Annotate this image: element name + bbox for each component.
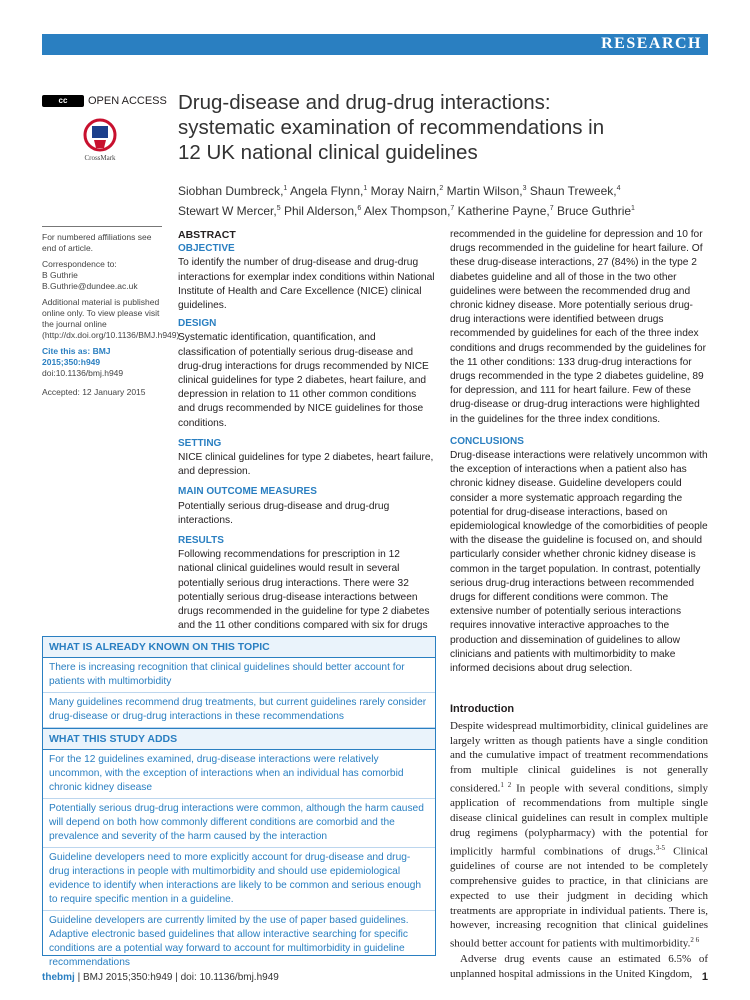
citation — [42, 346, 167, 368]
author-affiliation: 1 — [631, 205, 635, 212]
author-name: Siobhan Dumbreck — [178, 184, 281, 198]
intro-text-a: Despite widespread multimorbidity, clinical guidelines are largely written as though patients have a single condition and the cumulative impact of treatment recommendations from multiple clinical guidelines is not generally considered. — [450, 719, 708, 795]
page-number: 1 — [701, 971, 708, 983]
introduction-paragraph-1 — [450, 719, 708, 952]
author-affiliation: 3 — [522, 185, 527, 192]
design-heading: DESIGN — [178, 318, 217, 330]
author-name: Alex Thompson — [363, 204, 448, 218]
author-name: Martin Wilson — [446, 184, 520, 198]
research-banner — [42, 34, 708, 55]
author-affiliation: 1 — [283, 185, 288, 192]
crossmark-icon — [70, 118, 130, 166]
adds-item: Guideline developers need to more explicitly account for drug-disease and drug-drug interactions in people with multimorbidity and should use epidemiological evidence to identify when interactions are likely to be common and serious enough to require specific mention in a guideline. — [43, 848, 435, 911]
author-affiliation: 4 — [616, 185, 621, 192]
accepted-date — [42, 387, 167, 398]
introduction-paragraph-2: Adverse drug events cause an estimated 6.5% of unplanned hospital admissions in the United Kingdom, — [450, 952, 708, 980]
introduction-section — [450, 702, 708, 981]
sidebar-divider — [42, 226, 162, 227]
results-heading: RESULTS — [178, 535, 224, 547]
reference-link[interactable]: 1 2 — [500, 780, 512, 789]
conclusions-heading: CONCLUSIONS — [450, 435, 524, 447]
adds-item: Potentially serious drug-drug interactions were common, although the harm caused will depend on both how commonly different conditions are comorbid and the prevalence and severity of the harm caused by the interaction — [43, 799, 435, 848]
reference-link[interactable]: 2 6 — [690, 936, 700, 945]
author-affiliation: 6 — [357, 205, 362, 212]
article-title: Drug-disease and drug-drug interactions: systematic examination of recommendations in 12 UK national clinical guidelines — [178, 91, 605, 164]
correspondence-email[interactable]: B Guthrie B.Guthrie@dundee.ac.uk — [42, 270, 138, 291]
abstract-column-2 — [450, 228, 708, 676]
abstract-heading: ABSTRACT — [178, 229, 236, 241]
setting-heading: SETTING — [178, 437, 222, 449]
cc-license-icon: cc — [42, 95, 84, 107]
adds-heading: WHAT THIS STUDY ADDS — [43, 728, 435, 750]
author-list: Siobhan Dumbreck,$^1$ Angela Flynn,$^1$ Moray Nairn,$^2$ Martin Wilson,$^3$ Shaun Treweek,$^4$ Stewart W Mercer,$^5$ Phil Alderson,$^6$ Alex Thompson,$^7$ Katherine Payne,$^7$ Bruce Guthrie$^1$ — [178, 184, 635, 218]
author-name: Stewart W Mercer — [178, 204, 274, 218]
setting-text: NICE clinical guidelines for type 2 diabetes, heart failure, and depression. — [178, 452, 434, 478]
page-footer — [42, 972, 708, 983]
objective-text: To identify the number of drug-disease and drug-drug interactions for exemplar index conditions within National Institute of Health and Care Excellence (NICE) clinical guidelines. — [178, 257, 435, 312]
author-name: Shaun Treweek — [529, 184, 614, 198]
introduction-heading: Introduction — [450, 703, 515, 715]
known-item: Many guidelines recommend drug treatments, but current guidelines rarely consider drug-disease or drug-drug interactions in these recommendations — [43, 693, 435, 728]
author-name: Katherine Payne — [457, 204, 547, 218]
summary-box — [42, 636, 436, 968]
author-affiliation: 2 — [439, 185, 444, 192]
correspondence-label: Correspondence to: — [42, 259, 117, 269]
author-affiliation: 7 — [450, 205, 455, 212]
accepted-label: Accepted: — [42, 387, 80, 397]
sidebar-notes — [42, 232, 180, 403]
abstract-column-1 — [178, 228, 436, 633]
crossmark-logo[interactable] — [70, 118, 130, 166]
conclusions-text: Drug-disease interactions were relatively uncommon with the exception of interactions when a patient also has chronic kidney disease. Guideline developers could consider a more systematic approach regarding the potential for drug-disease interactions, based on epidemiological knowledge of the comorbidities of people with the disease the guideline is focused on, and should particularly consider whether chronic kidney disease is common in the target population. In contrast, potentially serious drug-drug interactions between recommended drugs for different conditions were common. The extensive number of potentially serious interactions requires innovative interactive approaches to the production and dissemination of guidelines to allow clinicians and patients with multimorbidity to make informed decisions about drug selection. — [450, 450, 708, 675]
additional-material-note: Additional material is published online only. To view please visit the journal online (http://dx.doi.org/10.1136/BMJ.h949) — [42, 297, 180, 340]
author-affiliation: 1 — [363, 185, 368, 192]
bmj-logo: thebmj — [42, 972, 75, 983]
adds-item: Guideline developers are currently limited by the use of paper based guidelines. Adaptive electronic based guidelines that allow interactive searching for specific conditions are a potential way forward to account for multimorbidity in guideline recommendations — [49, 915, 409, 968]
reference-link[interactable]: 3-5 — [655, 843, 666, 852]
outcome-heading: MAIN OUTCOME MEASURES — [178, 486, 317, 498]
correspondence — [42, 259, 167, 292]
cite-label: Cite this as: — [42, 346, 91, 356]
objective-heading: OBJECTIVE — [178, 243, 235, 255]
open-access-badge — [42, 94, 172, 108]
banner-label: RESEARCH — [601, 35, 702, 52]
intro-text-b: In people with several conditions, simply application of recommendations from multiple single disease clinical guidelines can result in complex multiple drug regimens (polypharmacy) with the potential for implicitly harmful combinations of drugs. — [450, 782, 709, 858]
author-affiliation: 7 — [549, 205, 554, 212]
design-text: Systematic identification, quantification, and classification of potentially serious drug-disease and drug-drug interactions for drugs recommended by NICE clinical guidelines for type 2 diabetes, heart failure, and depression in relation to 11 other common conditions and drugs recommended by NICE guidelines for those conditions. — [178, 332, 429, 429]
footer-citation: | BMJ 2015;350:h949 | doi: 10.1136/bmj.h949 — [77, 972, 279, 983]
results-text-continued: recommended in the guideline for depression and 10 for drugs recommended in the guideline for heart failure. Of these drug-disease interactions, 27 (84%) in the type 2 diabetes guideline and all of those in the two other guidelines were between the recommended drug and chronic kidney disease. More potentially serious drug-drug interactions were identified between drugs recommended by guidelines for each of the three index conditions and drugs recommended by the guidelines for the 11 other conditions: 133 drug-drug interactions for drugs recommended in the type 2 diabetes guideline, 89 for depression, and 111 for heart failure. Few of these drug-disease or drug-drug interactions were highlighted in the guidelines for the three index conditions. — [450, 229, 706, 425]
adds-item: For the 12 guidelines examined, drug-disease interactions were relatively uncommon, with the exception of interactions when an individual has comorbid chronic kidney disease — [43, 750, 435, 799]
intro-text-c: Clinical guidelines of course are not intended to be completely comprehensive guides to practice, in that clinicians are expected to use their judgment in deciding which treatments are appropriate in individual patients. There is, however, increasing recognition that clinical guidelines should better account for patients with multimorbidity. — [450, 845, 708, 950]
accepted-value: 12 January 2015 — [82, 387, 146, 397]
author-affiliation: 5 — [276, 205, 281, 212]
author-name: Phil Alderson — [283, 204, 354, 218]
known-heading: WHAT IS ALREADY KNOWN ON THIS TOPIC — [43, 637, 435, 658]
affiliations-note: For numbered affiliations see end of article. — [42, 232, 152, 253]
doi[interactable]: doi:10.1136/bmj.h949 — [42, 368, 124, 378]
author-name: Bruce Guthrie — [557, 204, 632, 218]
open-access-label: OPEN ACCESS — [88, 95, 167, 107]
crossmark-text: CrossMark — [84, 154, 116, 162]
results-text: Following recommendations for prescription in 12 national clinical guidelines would result in several potentially serious drug interactions. There were 32 potentially serious drug-disease interactions between drugs recommended in the guideline for type 2 diabetes and the 11 other conditions compared with six for drugs — [178, 549, 430, 632]
cite-value: BMJ 2015;350:h949 — [42, 346, 111, 367]
outcome-text: Potentially serious drug-disease and drug-drug interactions. — [178, 500, 390, 526]
known-item: There is increasing recognition that clinical guidelines should better account for patients with multimorbidity — [43, 658, 435, 693]
author-name: Moray Nairn — [370, 184, 436, 198]
author-name: Angela Flynn — [289, 184, 361, 198]
